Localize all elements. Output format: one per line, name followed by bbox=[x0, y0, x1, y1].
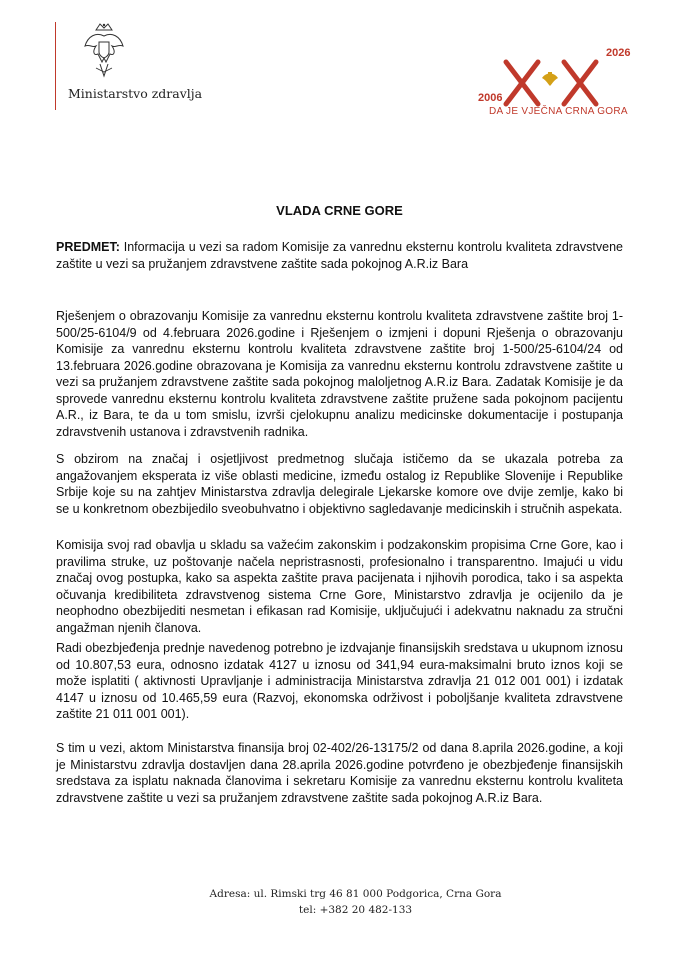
government-title: VLADA CRNE GORE bbox=[276, 203, 403, 218]
footer-address: Adresa: ul. Rimski trg 46 81 000 Podgorica, Crna Gora bbox=[209, 888, 502, 900]
footer bbox=[0, 886, 679, 918]
header-divider-line bbox=[55, 22, 56, 110]
logo-year-start: 2006 bbox=[478, 92, 503, 104]
body-paragraph-1: Rješenjem o obrazovanju Komisije za vanrednu eksternu kontrolu kvaliteta zdravstvene zaštite broj 1-500/25-6104/9 od 4.februara 2026.godine i Rješenjem o izmjeni i dopuni Rješenja o obrazovanju Komisije za vanrednu eksternu kontrolu kvaliteta zdravstvene zaštite broj 1-500/25-6104/24 od 13.februara 2026.godine obrazovana je Komisija za vanrednu eksternu kontrolu zdravstvene zaštite u vezi sa pružanjem zdravstvene zaštite sada pokojnog maloljetnog A.R.iz Bara. Zadatak Komisije je da sprovede vanrednu eksternu kontrolu kvaliteta zdravstvene zaštite pružene sada pokojnom pacijentu A.R., iz Bara, te da u tom smislu, izvrši cjelokupnu analizu medicinske dokumentacije i postupanja zdravstvenih ustanova i zdravstvenih radnika. bbox=[56, 309, 623, 439]
body-paragraph-4: Radi obezbjeđenja prednje navedenog potrebno je izdvajanje finansijskih sredstava u ukupnom iznosu od 10.807,53 eura, odnosno izdatak 4127 u iznosu od 341,94 eura-maksimalni bruto iznos koji se može isplatiti ( aktivnosti Upravljanje i administracija Ministarstva zdravlja 21 012 001 001) i izdatak 4147 u iznosu od 10.465,59 eura (Razvoj, ekonomska održivost i poboljšanje kvaliteta zdravstvene zaštite 21 011 001 001). bbox=[56, 641, 623, 721]
logo-slogan: DA JE VJEČNA CRNA GORA bbox=[489, 106, 628, 117]
subject-text: Informacija u vezi sa radom Komisije za vanrednu eksternu kontrolu kvaliteta zdravstvene zaštite u vezi sa pružanjem zdravstvene zaštite sada pokojnog A.R.iz Bara bbox=[56, 240, 623, 271]
logo-year-end: 2026 bbox=[606, 47, 631, 59]
subject-label: PREDMET: bbox=[56, 240, 120, 254]
footer-phone: tel: +382 20 482-133 bbox=[298, 904, 413, 916]
coat-of-arms-icon bbox=[82, 22, 126, 80]
ministry-name: Ministarstvo zdravlja bbox=[68, 86, 203, 101]
subject-block bbox=[56, 239, 623, 272]
body-paragraph-3: Komisija svoj rad obavlja u skladu sa važećim zakonskim i podzakonskim propisima Crne Gore, kao i pravilima struke, uz poštovanje načela nepristrasnosti, profesionalno i transparentno. Imajući u vidu značaj ovog postupka, kako sa aspekta zaštite prava pacijenata i njihovih porodica, tako i sa aspekta očuvanja kredibiliteta zdravstvenog sistema Crne Gore, Ministarstvo zdravlja je ocijenilo da je neophodno obezbijediti nesmetan i efikasan rad Komisije, uključujući i adekvatnu naknadu za stručni angažman njenih članova. bbox=[56, 538, 623, 635]
body-paragraph-5: S tim u vezi, aktom Ministarstva finansija broj 02-402/26-13175/2 od dana 8.aprila 2026.godine, a koji je Ministarstvu zdravlja dostavljen dana 28.aprila 2026.godine potvrđeno je obezbjeđenje finansijskih sredstava za isplatu naknada članovima i sekretaru Komisije za vanrednu eksternu kontrolu kvaliteta zdravstvene zaštite u vezi sa pružanjem zdravstvene zaštite sada pokojnog A.R.iz Bara. bbox=[56, 741, 623, 805]
body-paragraph-2: S obzirom na značaj i osjetljivost predmetnog slučaja ističemo da se ukazala potreba za angažovanjem eksperata iz više oblasti medicine, između ostalog iz Republike Slovenije i Republike Srbije koje su na zahtjev Ministarstva zdravlja delegirale Ljekarske komore ove dvije zemlje, kako bi se u konkretnom obezbijedilo sveobuhvatno i objektivno sagledavanje medicinskih i stručnih aspekata. bbox=[56, 452, 623, 516]
